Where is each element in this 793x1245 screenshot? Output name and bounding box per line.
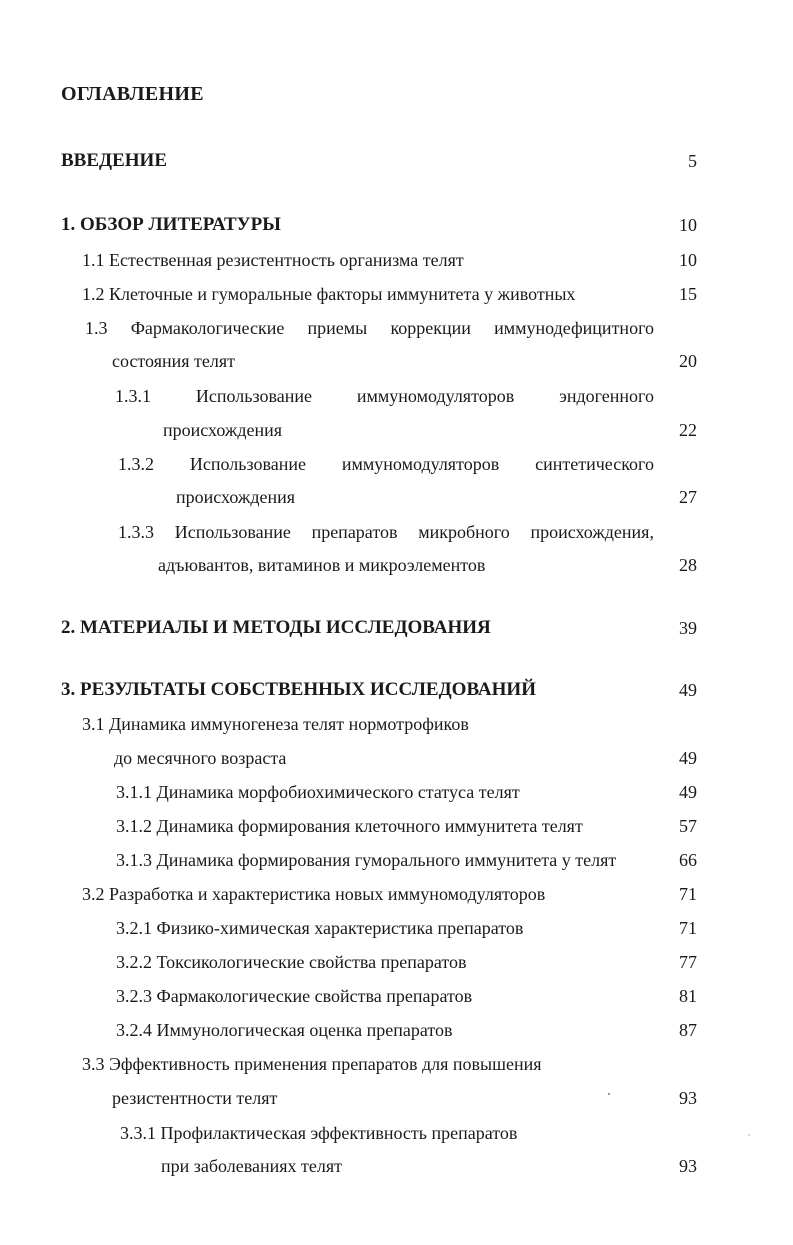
toc-entry-title: 3.1.2 Динамика формирования клеточного иммунитета телят xyxy=(116,816,583,836)
toc-word: происхождения, xyxy=(530,522,654,542)
toc-entry[interactable] xyxy=(0,1153,793,1179)
toc-entry[interactable] xyxy=(0,779,793,805)
toc-entry-title: 1.1 Естественная резистентность организма телят xyxy=(82,250,464,270)
toc-entry-title: 3.3 Эффективность применения препаратов для повышения xyxy=(82,1054,542,1074)
toc-entry-page: 49 xyxy=(679,680,697,700)
toc-word: Фармакологические xyxy=(130,318,285,338)
toc-entry[interactable] xyxy=(0,813,793,839)
toc-entry[interactable] xyxy=(0,711,793,737)
toc-word: 1.3.2 xyxy=(118,454,154,474)
toc-entry-title: происхождения xyxy=(163,420,283,440)
toc-word: 1.3.1 xyxy=(115,386,151,406)
toc-word: Использование xyxy=(189,454,306,474)
toc-word: коррекции xyxy=(390,318,471,338)
toc-entry-title: адъювантов, витаминов и микроэлементов xyxy=(158,555,486,575)
toc-entry-title: 3.1.3 Динамика формирования гуморального иммунитета у телят xyxy=(116,850,617,870)
toc-entry-title: до месячного возраста xyxy=(114,748,287,768)
toc-entry[interactable] xyxy=(0,881,793,907)
toc-entry[interactable] xyxy=(0,949,793,975)
toc-entry-title: 3.2.4 Иммунологическая оценка препаратов xyxy=(116,1020,453,1040)
toc-entry[interactable] xyxy=(0,745,793,771)
toc-entry[interactable] xyxy=(0,315,793,341)
toc-word: Использование xyxy=(195,386,312,406)
toc-entry[interactable] xyxy=(0,451,793,477)
toc-entry-title: ВВЕДЕНИЕ xyxy=(61,150,167,171)
toc-entry-title xyxy=(118,451,654,477)
toc-word: эндогенного xyxy=(559,386,654,406)
toc-entry-title: 3.2.2 Токсикологические свойства препаратов xyxy=(116,952,467,972)
toc-entry[interactable] xyxy=(0,915,793,941)
toc-entry[interactable] xyxy=(0,484,793,510)
toc-entry-page: 71 xyxy=(679,884,697,904)
toc-entry[interactable] xyxy=(0,552,793,578)
toc-word: синтетического xyxy=(535,454,654,474)
toc-entry-title: 3.1.1 Динамика морфобиохимического статуса телят xyxy=(116,782,520,802)
toc-entry[interactable] xyxy=(0,677,793,703)
toc-entry-page: 93 xyxy=(679,1088,697,1108)
toc-entry-title: 3.1 Динамика иммуногенеза телят нормотрофиков xyxy=(82,714,469,734)
toc-entry-title: происхождения xyxy=(176,487,296,507)
toc-entry-title: 1. ОБЗОР ЛИТЕРАТУРЫ xyxy=(61,214,281,235)
toc-entry-page: 49 xyxy=(679,782,697,802)
toc-entry-page: 57 xyxy=(679,816,697,836)
toc-entry-page: 15 xyxy=(679,284,697,304)
scan-speck xyxy=(748,1134,750,1136)
toc-entry[interactable] xyxy=(0,383,793,409)
toc-entry-title: 3.2.3 Фармакологические свойства препаратов xyxy=(116,986,473,1006)
toc-entry-title xyxy=(115,383,654,409)
toc-entry-page: 39 xyxy=(679,618,697,638)
toc-word: препаратов xyxy=(311,522,398,542)
toc-entry-page: 77 xyxy=(679,952,697,972)
scan-speck xyxy=(608,1093,610,1095)
toc-word: иммуномодуляторов xyxy=(341,454,500,474)
toc-entry[interactable] xyxy=(0,348,793,374)
toc-word: микробного xyxy=(418,522,510,542)
toc-entry-page: 66 xyxy=(679,850,697,870)
toc-word: 1.3.3 xyxy=(118,522,154,542)
toc-entry-page: 49 xyxy=(679,748,697,768)
toc-entry-title: 1.2 Клеточные и гуморальные факторы иммунитета у животных xyxy=(82,284,576,304)
toc-entry-title: состояния телят xyxy=(112,351,236,371)
toc-entry-title: при заболеваниях телят xyxy=(161,1156,343,1176)
toc-entry-title xyxy=(85,315,654,341)
toc-entry-title: 3.2.1 Физико-химическая характеристика препаратов xyxy=(116,918,524,938)
toc-word: иммуномодуляторов xyxy=(356,386,515,406)
toc-entry-page: 10 xyxy=(679,250,697,270)
toc-entry[interactable] xyxy=(0,281,793,307)
toc-entry[interactable] xyxy=(0,1085,793,1111)
toc-entry-page: 71 xyxy=(679,918,697,938)
toc-entry-title: 3.3.1 Профилактическая эффективность препаратов xyxy=(120,1123,518,1143)
toc-entry[interactable] xyxy=(0,247,793,273)
toc-entry-page: 81 xyxy=(679,986,697,1006)
toc-entry-page: 10 xyxy=(679,215,697,235)
toc-entry[interactable] xyxy=(0,417,793,443)
toc-entry[interactable] xyxy=(0,148,793,174)
toc-entry[interactable] xyxy=(0,519,793,545)
toc-word: Использование xyxy=(174,522,291,542)
toc-word: приемы xyxy=(307,318,368,338)
toc-entry[interactable] xyxy=(0,983,793,1009)
toc-entry-page: 87 xyxy=(679,1020,697,1040)
toc-entry[interactable] xyxy=(0,1017,793,1043)
toc-entry-page: 22 xyxy=(679,420,697,440)
toc-entry-page: 27 xyxy=(679,487,697,507)
toc-entry-title: 3. РЕЗУЛЬТАТЫ СОБСТВЕННЫХ ИССЛЕДОВАНИЙ xyxy=(61,679,536,700)
toc-entry[interactable] xyxy=(0,212,793,238)
toc-entry-title: резистентности телят xyxy=(112,1088,278,1108)
toc-entry-title: 2. МАТЕРИАЛЫ И МЕТОДЫ ИССЛЕДОВАНИЯ xyxy=(61,617,491,638)
toc-word: иммунодефицитного xyxy=(494,318,654,338)
page-title: ОГЛАВЛЕНИЕ xyxy=(61,83,204,105)
toc-entry-page: 5 xyxy=(688,151,697,171)
toc-entry-page: 93 xyxy=(679,1156,697,1176)
toc-entry[interactable] xyxy=(0,847,793,873)
toc-entry[interactable] xyxy=(0,1120,793,1146)
toc-entry[interactable] xyxy=(0,615,793,641)
toc-entry[interactable] xyxy=(0,1051,793,1077)
toc-entry-title xyxy=(118,519,654,545)
toc-entry-page: 20 xyxy=(679,351,697,371)
toc-entry-title: 3.2 Разработка и характеристика новых иммуномодуляторов xyxy=(82,884,546,904)
toc-word: 1.3 xyxy=(85,318,108,338)
toc-entry-page: 28 xyxy=(679,555,697,575)
